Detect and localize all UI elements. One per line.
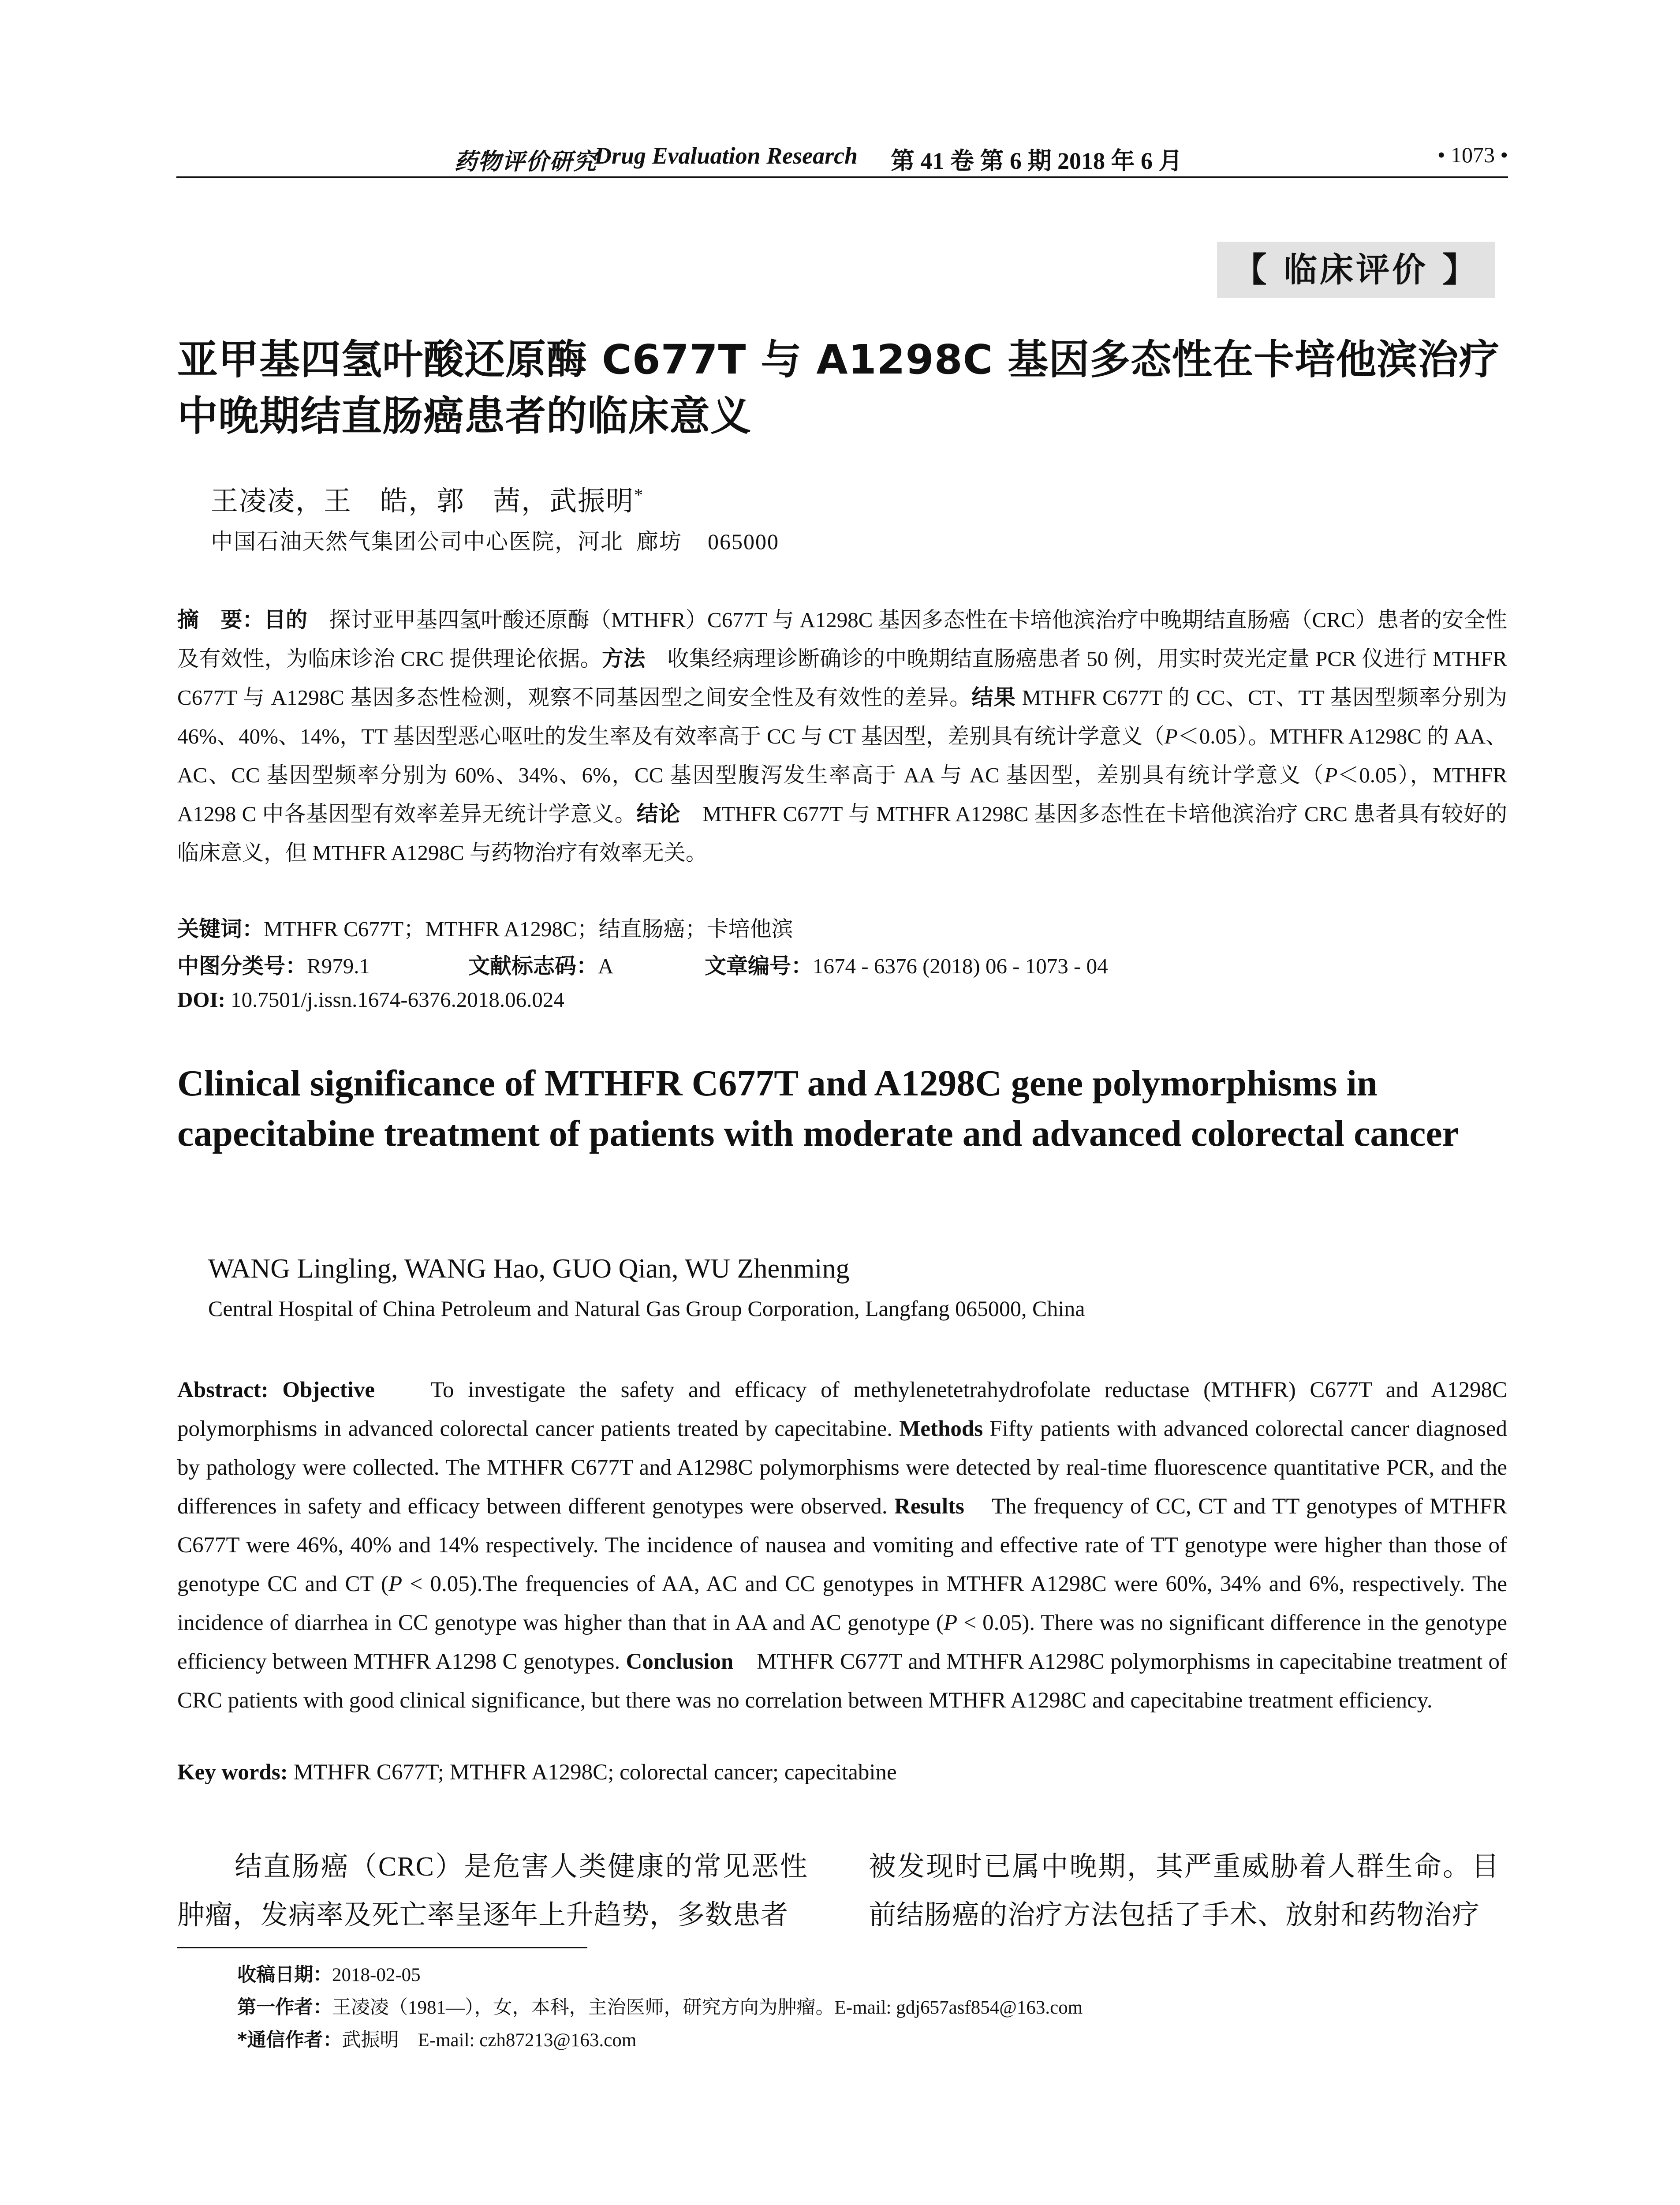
article-no-label: 文章编号： — [705, 953, 813, 979]
body-left-text: 结直肠癌（CRC）是危害人类健康的常见恶性肿瘤，发病率及死亡率呈逐年上升趋势，多数患者 — [177, 1852, 808, 1930]
en-methods-text: Fifty patients with advanced colorectal cancer diagnosed by pathology were collected. The MTHFR C677T and A1298C polymorphisms were detected by real-time fluorescence quantitative PCR, and the differences in safety and efficacy between different genotypes were observed. — [177, 1416, 1507, 1519]
page-number: • 1073 • — [1437, 142, 1508, 167]
p-symbol: P — [1164, 724, 1178, 748]
conclusion-label: 结论 — [636, 801, 681, 826]
received-label: 收稿日期： — [237, 1964, 332, 1986]
en-objective-text: To investigate the safety and efficacy of methylenetetrahydrofolate reductase (MTHFR) C677T and A1298C polymorphisms in advanced colorectal cancer patients treated by capecitabine. — [177, 1378, 1508, 1441]
p-symbol: P — [1324, 763, 1338, 787]
en-keywords-text: MTHFR C677T; MTHFR A1298C; colorectal cancer; capecitabine — [293, 1760, 897, 1785]
clc-field — [177, 949, 370, 980]
p-symbol: P — [944, 1611, 958, 1635]
classification-line — [177, 949, 1507, 984]
corresponding-mark: * — [634, 485, 644, 505]
section-tag: 【 临床评价 】 — [1217, 242, 1495, 298]
results-text-2: ＜0.05）。MTHFR A1298C 的 AA、AC、CC 基因型频率分别为 60%、34%、6%，CC 基因型腹泻发生率高于 AA 与 AC 基因型，差别具有统计学意义（ — [177, 724, 1507, 787]
doc-code-field — [468, 949, 613, 980]
en-methods-label: Methods — [899, 1416, 983, 1441]
english-keywords — [177, 1760, 897, 1785]
doi-value: 10.7501/j.issn.1674-6376.2018.06.024 — [231, 987, 564, 1012]
chinese-authors — [211, 479, 644, 518]
english-title: Clinical significance of MTHFR C677T and A1298C gene polymorphisms in capecitabine treatment of patients with moderate and advanced colorectal cancer — [177, 1063, 1459, 1154]
conclusion-text: MTHFR C677T 与 MTHFR A1298C 基因多态性在卡培他滨治疗 CRC 患者具有较好的临床意义，但 MTHFR A1298C 与药物治疗有效率无关。 — [177, 802, 1507, 865]
running-header — [176, 140, 1508, 176]
footnote-corresponding — [237, 2025, 636, 2052]
doc-code-value: A — [598, 954, 614, 978]
first-author-text: 王凌凌（1981—），女，本科，主治医师，研究方向为肿瘤。E-mail: gdj657asf854@163.com — [332, 1997, 1083, 2018]
header-rule — [176, 176, 1508, 178]
objective-label: 目的 — [264, 607, 308, 632]
chinese-authors-names: 王凌凌，王 皓，郭 茜，武振明 — [211, 486, 635, 516]
clc-label: 中图分类号： — [177, 953, 307, 979]
doi-line — [177, 987, 564, 1012]
results-text-3: ＜0.05），MTHFR A1298 C 中各基因型有效率差异无统计学意义。 — [177, 763, 1508, 826]
objective-text: 探讨亚甲基四氢叶酸还原酶（MTHFR）C677T 与 A1298C 基因多态性在卡培他滨治疗中晚期结直肠癌（CRC）患者的安全性及有效性，为临床诊治 CRC 提供理论依据。 — [177, 608, 1507, 671]
abstract-label: 摘 要： — [177, 607, 264, 632]
article-no-value: 1674 - 6376 (2018) 06 - 1073 - 04 — [813, 954, 1108, 978]
en-results-text-2: < 0.05).The frequencies of AA, AC and CC genotypes in MTHFR A1298C were 60%, 34% and 6%, respectively. The incidence of diarrhea in CC genotype was higher than that in AA and AC genotype ( — [177, 1572, 1508, 1635]
en-results-text-1: The frequency of CC, CT and TT genotypes of MTHFR C677T were 46%, 40% and 14% respectively. The incidence of nausea and vomiting and effective rate of TT genotype were higher than those of genotype CC and CT ( — [177, 1494, 1508, 1596]
en-results-text-3: < 0.05). There was no significant difference in the genotype efficiency between MTHFR A1298 C genotypes. — [177, 1611, 1507, 1674]
journal-issue: 第 41 卷 第 6 期 2018 年 6 月 — [891, 148, 1183, 174]
en-conclusion-label: Conclusion — [626, 1649, 734, 1674]
results-label: 结果 — [971, 685, 1016, 710]
footnote-received — [237, 1960, 421, 1987]
en-abstract-label: Abstract: Objective — [177, 1378, 375, 1402]
methods-text: 收集经病理诊断确诊的中晚期结直肠癌患者 50 例，用实时荧光定量 PCR 仪进行 MTHFR C677T 与 A1298C 基因多态性检测，观察不同基因型之间安全性及有效性的差异。 — [177, 647, 1507, 710]
first-author-label: 第一作者： — [237, 1996, 332, 2018]
footnote-first-author — [237, 1992, 1083, 2019]
en-conclusion-text: MTHFR C677T and MTHFR A1298C polymorphisms in capecitabine treatment of CRC patients with good clinical significance, but there was no correlation between MTHFR A1298C and capecitabine treatment efficiency. — [177, 1649, 1508, 1713]
en-keywords-label: Key words: — [177, 1760, 288, 1785]
english-abstract — [177, 1371, 1507, 1720]
body-right-text: 被发现时已属中晚期，其严重威胁着人群生命。目前结肠癌的治疗方法包括了手术、放射和药物治疗 — [869, 1852, 1499, 1930]
p-symbol: P — [388, 1572, 403, 1596]
chinese-keywords — [177, 912, 793, 943]
english-authors: WANG Lingling, WANG Hao, GUO Qian, WU Zhenming — [208, 1254, 850, 1284]
chinese-abstract — [177, 601, 1507, 872]
body-column-left — [177, 1842, 808, 1940]
en-results-label: Results — [894, 1494, 964, 1519]
corresponding-label: *通信作者： — [237, 2029, 342, 2051]
journal-logo: 药物评价研究 — [454, 148, 597, 175]
chinese-affiliation: 中国石油天然气集团公司中心医院，河北 廊坊 065000 — [211, 529, 779, 554]
body-column-right — [869, 1842, 1499, 1940]
footnote-rule — [177, 1947, 587, 1948]
keywords-label: 关键词： — [177, 916, 264, 942]
english-affiliation: Central Hospital of China Petroleum and Natural Gas Group Corporation, Langfang 065000, China — [208, 1296, 1085, 1321]
received-date: 2018-02-05 — [332, 1965, 421, 1985]
doc-code-label: 文献标志码： — [468, 953, 598, 979]
journal-english-name: Drug Evaluation Research — [594, 142, 858, 169]
clc-value: R979.1 — [307, 954, 370, 978]
methods-label: 方法 — [602, 646, 646, 671]
chinese-title: 亚甲基四氢叶酸还原酶 C677T 与 A1298C 基因多态性在卡培他滨治疗中晚期结直肠癌患者的临床意义 — [177, 336, 1500, 440]
keywords-text: MTHFR C677T；MTHFR A1298C；结直肠癌；卡培他滨 — [264, 917, 793, 941]
doi-label: DOI: — [177, 987, 225, 1012]
corresponding-text: 武振明 E-mail: czh87213@163.com — [342, 2030, 637, 2051]
results-text-1: MTHFR C677T 的 CC、CT、TT 基因型频率分别为 46%、40%、14%，TT 基因型恶心呕吐的发生率及有效率高于 CC 与 CT 基因型，差别具有统计学意义（ — [177, 685, 1507, 748]
article-no-field — [705, 949, 1108, 980]
